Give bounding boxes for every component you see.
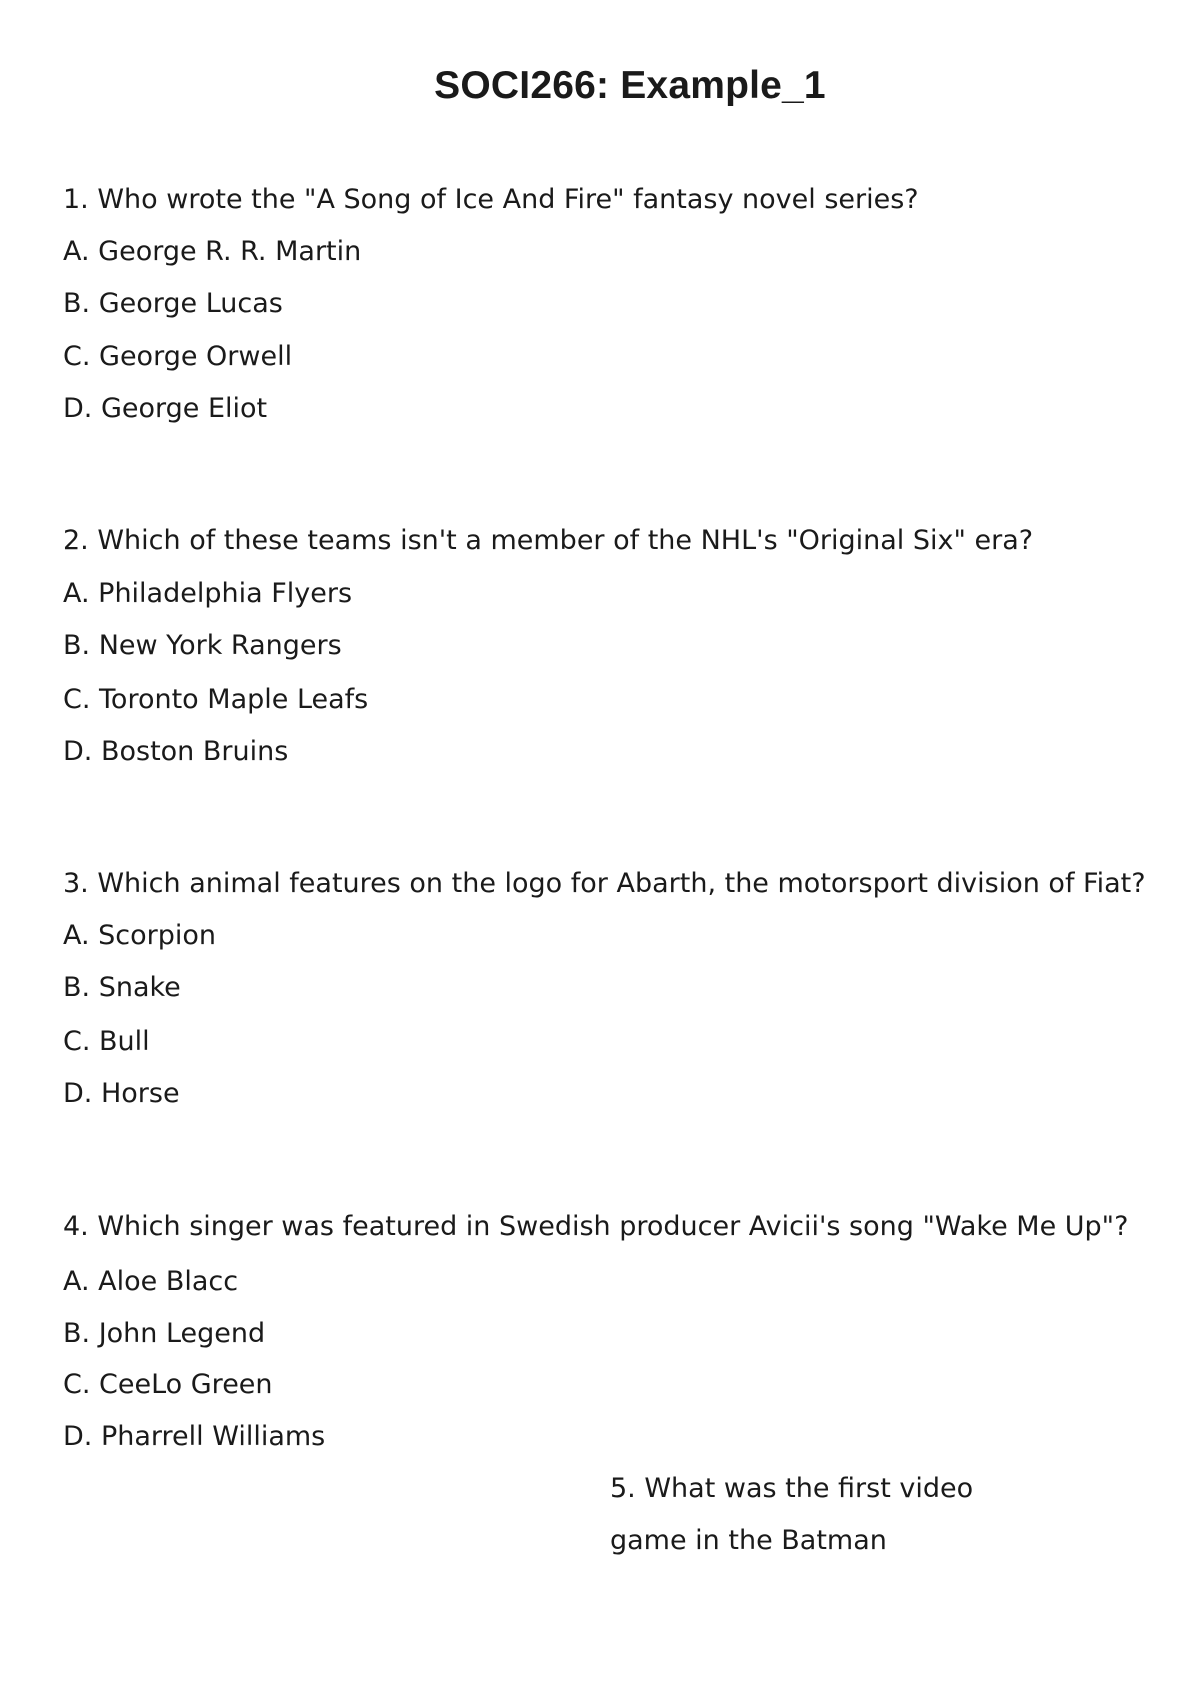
question-3-option-c: C. Bull [63,1026,150,1057]
question-1-option-b: B. George Lucas [63,288,283,319]
question-4-option-c: C. CeeLo Green [63,1369,273,1400]
question-3-option-b: B. Snake [63,972,181,1003]
question-5-prompt-line-1: 5. What was the first video [610,1473,974,1504]
question-3-prompt: 3. Which animal features on the logo for Abarth, the motorsport division of Fiat? [63,868,1146,899]
question-2-option-a: A. Philadelphia Flyers [63,578,353,609]
question-2-option-c: C. Toronto Maple Leafs [63,684,369,715]
question-1-option-d: D. George Eliot [63,393,268,424]
question-2-prompt: 2. Which of these teams isn't a member of the NHL's "Original Six" era? [63,525,1034,556]
document-title: SOCI266: Example_1 [434,64,826,107]
question-4-option-d: D. Pharrell Williams [63,1421,326,1452]
question-1-option-c: C. George Orwell [63,341,293,372]
question-4-option-a: A. Aloe Blacc [63,1266,239,1297]
question-4-prompt: 4. Which singer was featured in Swedish producer Avicii's song "Wake Me Up"? [63,1211,1129,1242]
question-4-option-b: B. John Legend [63,1318,266,1349]
question-5-prompt-line-2: game in the Batman [610,1525,887,1556]
question-3-option-a: A. Scorpion [63,920,217,951]
question-2-option-d: D. Boston Bruins [63,736,289,767]
question-1-option-a: A. George R. R. Martin [63,236,362,267]
question-3-option-d: D. Horse [63,1078,180,1109]
question-2-option-b: B. New York Rangers [63,630,342,661]
question-1-prompt: 1. Who wrote the "A Song of Ice And Fire" fantasy novel series? [63,184,919,215]
